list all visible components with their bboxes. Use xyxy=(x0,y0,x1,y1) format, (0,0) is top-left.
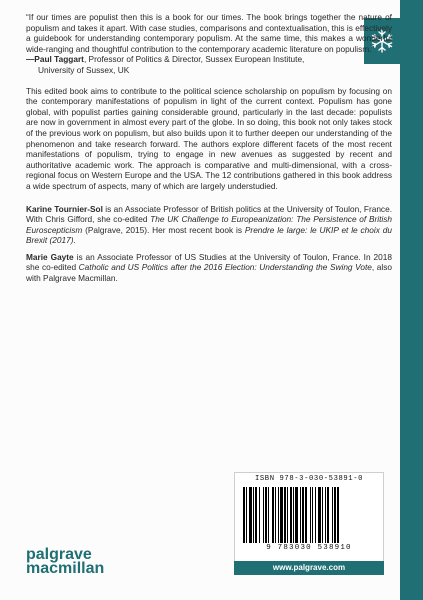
barcode-bar xyxy=(300,487,301,543)
barcode-bar xyxy=(295,487,298,543)
book-description: This edited book aims to contribute to the political science scholarship on populism by focusing on the contemporary manifestations of populism in light of the current context. Populism has gone global, with populist parties gaining considerable ground, particularly in the last decade: populists are now in government in almost every part of the globe. In so doing, this book not only takes stock of the previous work on populism, but also builds upon it to further deepen our understanding of the phenomenon and take research forward. The authors explore different facets of the most recent manifestations of populism, trying to engage in new avenues as suggested by recent and authoritative academic work. The approach is comparative and multi-dimensional, with a cross-regional focus on Western Europe and the USA. The 12 contributions gathered in this book address a wide spectrum of aspects, many of which are largely understudied. xyxy=(26,85,392,191)
bio-name: Karine Tournier-Sol xyxy=(26,203,103,214)
spine-bar xyxy=(400,0,423,600)
barcode-bar xyxy=(265,487,267,543)
barcode-bar xyxy=(305,487,307,543)
barcode-bar xyxy=(332,487,333,543)
barcode-bar xyxy=(253,487,254,543)
bio-item: Marie Gayte is an Associate Professor of US Studies at the University of Toulon, France. In 2018 she co-edited Catholic and US Politics after the 2016 Election: Understanding the Swing Vote, also with Palgrave Macmillan. xyxy=(26,251,392,284)
quote-attribution xyxy=(26,54,392,75)
author-bios xyxy=(26,204,392,284)
bio-name: Marie Gayte xyxy=(26,251,74,262)
quote-author: —Paul Taggart xyxy=(26,54,84,65)
barcode-bar xyxy=(334,487,336,543)
barcode-bar xyxy=(287,487,288,543)
isbn-label: ISBN 978-3-030-53891-0 xyxy=(254,475,364,483)
barcode-bar xyxy=(293,487,294,543)
publisher-logo xyxy=(26,548,104,576)
barcode-bar xyxy=(280,487,283,543)
barcode-bar xyxy=(272,487,274,543)
barcode-bar xyxy=(275,487,276,543)
publisher-url[interactable]: www.palgrave.com xyxy=(234,561,384,575)
quote-role: , Professor of Politics & Director, Sussex European Institute, xyxy=(83,54,305,65)
barcode-bar xyxy=(337,487,339,543)
barcode-bar xyxy=(325,487,326,543)
barcode-bar xyxy=(249,487,252,543)
barcode-bar xyxy=(312,487,313,543)
endorsement-quote xyxy=(26,12,392,76)
barcode-bar xyxy=(243,487,245,543)
barcode-bar xyxy=(327,487,329,543)
barcode-bar xyxy=(246,487,247,543)
publisher-line2: macmillan xyxy=(26,560,105,577)
quote-text: “If our times are populist then this is a book for our times. The book brings together the nature of populism and takes it apart. With case studies, comparisons and contextualisation, this is effectively a guidebook for understanding contemporary populism. At the same time, this makes a wonderful wide-ranging and thoughtful contribution to the contemporary academic literature on populism.” xyxy=(26,12,392,54)
bio-item: Karine Tournier-Sol is an Associate Professor of British politics at the University of Toulon, France. With Chris Gifford, she co-edited The UK Challenge to Europeanization: The Persistence of British Euroscepticism (Palgrave, 2015). Her most recent book is Prendre le large: le UKIP et le choix du Brexit (2017). xyxy=(26,203,393,246)
barcode-bar xyxy=(268,487,269,543)
barcode-bar xyxy=(318,487,321,543)
barcode-bar xyxy=(290,487,292,543)
quote-affiliation: University of Sussex, UK xyxy=(38,64,130,75)
barcode-icon xyxy=(241,487,377,543)
barcode-bar xyxy=(259,487,260,543)
barcode-bar xyxy=(310,487,311,543)
publisher-line1: palgrave xyxy=(26,546,92,563)
barcode-bar xyxy=(315,487,316,543)
barcode-bar xyxy=(263,487,264,543)
barcode-bar xyxy=(322,487,323,543)
barcode-bar xyxy=(302,487,304,543)
barcode-bar xyxy=(284,487,286,543)
barcode-bar xyxy=(278,487,279,543)
back-cover-text xyxy=(26,12,392,290)
barcode-bar xyxy=(255,487,257,543)
isbn-digits: 9 783030 538910 xyxy=(266,544,352,552)
barcode-box xyxy=(234,472,384,562)
